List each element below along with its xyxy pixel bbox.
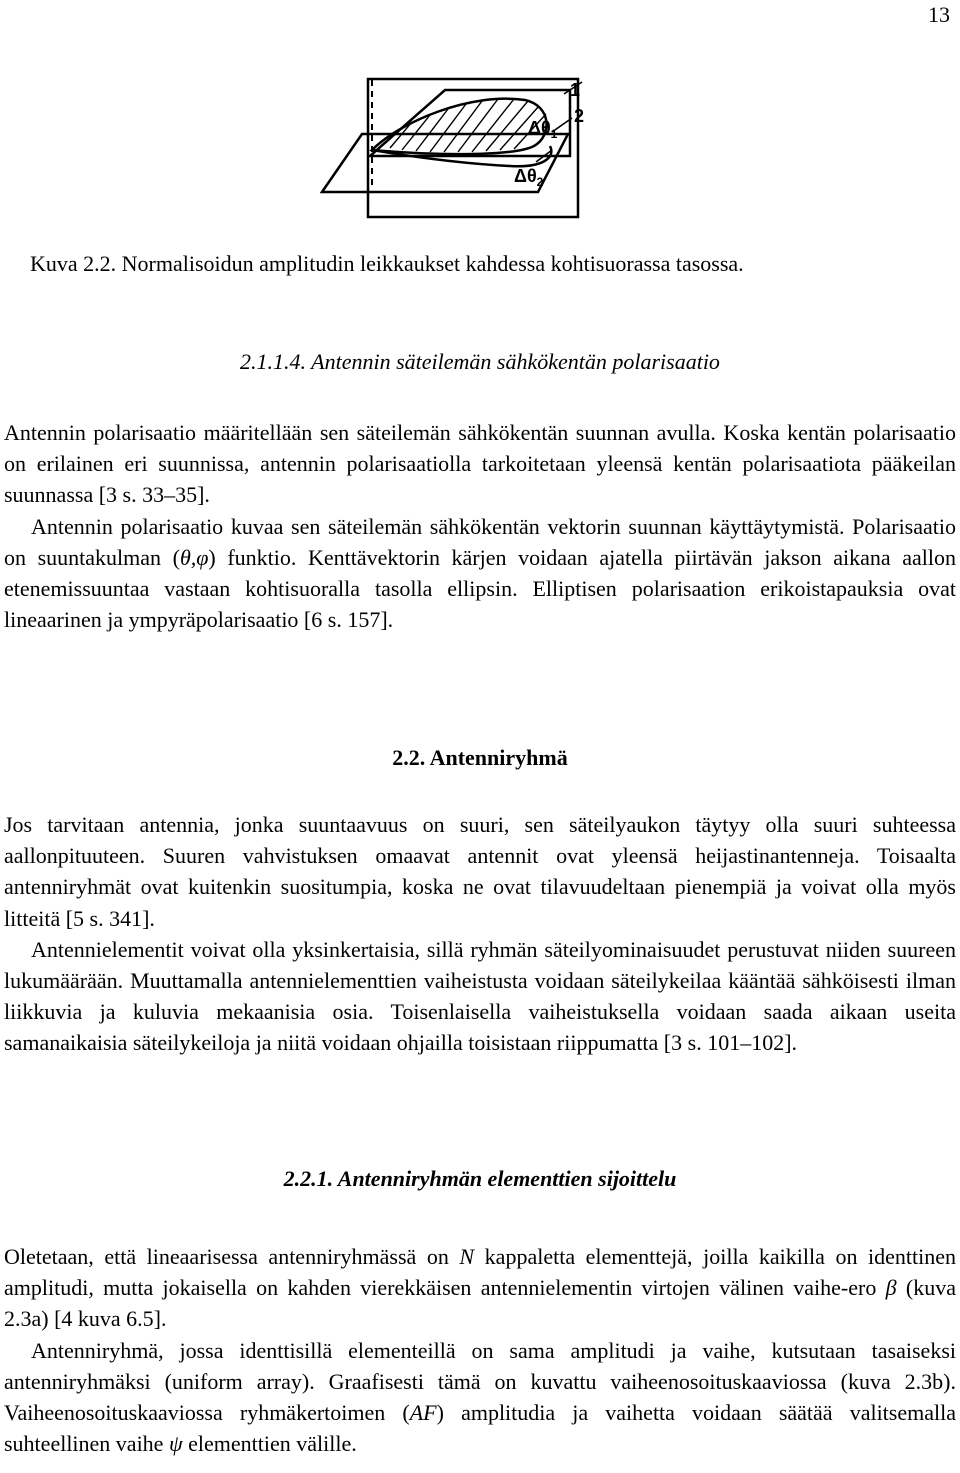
label-1: 1	[570, 80, 581, 100]
section-2-2-body	[4, 809, 956, 1059]
heading-2-2-1: 2.2.1. Antenniryhmän elementtien sijoittelu	[283, 1166, 677, 1191]
paragraph: Antennin polarisaatio kuvaa sen säteilemän sähkökentän vektorin suunnan käyttäytymistä. Polarisaatio on suuntakulman (θ,φ) funktio. Kenttävektorin kärjen voidaan ajatella piirtävän jakson aikana aallon etenemissuuntaa vastaan kohtisuoralla tasolla ellipsin. Elliptisen polarisaation erikoistapauksia ovat lineaarinen ja ympyräpolarisaatio [6 s. 157].	[4, 513, 956, 633]
figure-caption: Kuva 2.2. Normalisoidun amplitudin leikkaukset kahdessa kohtisuorassa tasossa.	[30, 251, 744, 276]
label-2: 2	[574, 106, 585, 126]
label-delta-theta-1: $\Delta\theta_1$	[528, 118, 558, 141]
paragraph: Jos tarvitaan antennia, jonka suuntaavuus on suuri, sen säteilyaukon täytyy olla suuri suhteessa aallonpituuteen. Suuren vahvistuksen omaavat antennit ovat yleensä heijastinantenneja. Toisaalta antenniryhmät ovat kuitenkin suositumpia, koska ne ovat tilavuudeltaan pienempiä ja voivat olla myös litteitä [5 s. 341].	[4, 812, 956, 931]
heading-2-2: 2.2. Antenniryhmä	[392, 745, 568, 770]
N-symbol: N	[459, 1244, 475, 1269]
figure-pattern-cuts	[320, 72, 600, 222]
figure-frame	[368, 79, 581, 217]
page-number: 13	[928, 2, 950, 27]
label-delta-theta-2: $\Delta\theta_2$	[514, 166, 544, 189]
theta-phi-symbol: θ,φ	[179, 544, 209, 570]
section-2-1-1-4-body	[4, 417, 956, 635]
paragraph: Oletetaan, että lineaarisessa antenniryhmässä on N kappaletta elementtejä, joilla kaikilla on identtinen amplitudi, mutta jokaisella on kahden vierekkäisen antennielementin virtojen välinen vaihe-ero β (kuva 2.3a) [4 kuva 6.5].	[4, 1244, 956, 1332]
paragraph: Antenniryhmä, jossa identtisillä elementeillä on sama amplitudi ja vaihe, kutsutaan tasaiseksi antenniryhmäksi (uniform array). Graafisesti tämä on kuvattu vaiheenosoituskaaviossa (kuva 2.3b). Vaiheenosoituskaaviossa ryhmäkertoimen (AF) amplitudia ja vaihetta voidaan säätää valitsemalla suhteellinen vaihe ψ elementtien välille.	[4, 1337, 956, 1457]
paragraph: Antennielementit voivat olla yksinkertaisia, sillä ryhmän säteilyominaisuudet perustuvat niiden suureen lukumäärään. Muuttamalla antennielementtien vaiheistusta voidaan säteilykeilaa kääntää sähköisesti ilman liikkuvia ja kuluvia mekaanisia osia. Toisenlaisella vaiheistuksella voidaan saada aikaan useita samanaikaisia säteilykeiloja ja niitä voidaan ohjailla toisistaan riippumatta [3 s. 101–102].	[4, 936, 956, 1056]
section-2-2-1-body	[4, 1241, 956, 1459]
paragraph: Antennin polarisaatio määritellään sen säteilemän sähkökentän suunnan avulla. Koska kentän polarisaatio on erilainen eri suunnissa, antennin polarisaatiolla tarkoitetaan yleensä kentän polarisaatiota pääkeilan suunnassa [3 s. 33–35].	[4, 420, 956, 508]
heading-2-1-1-4: 2.1.1.4. Antennin säteilemän sähkökentän polarisaatio	[240, 349, 720, 374]
AF-symbol: AF	[409, 1400, 437, 1426]
psi-symbol: ψ	[168, 1431, 183, 1457]
lobe-hatching	[390, 99, 546, 152]
beta-symbol: β	[885, 1275, 897, 1301]
